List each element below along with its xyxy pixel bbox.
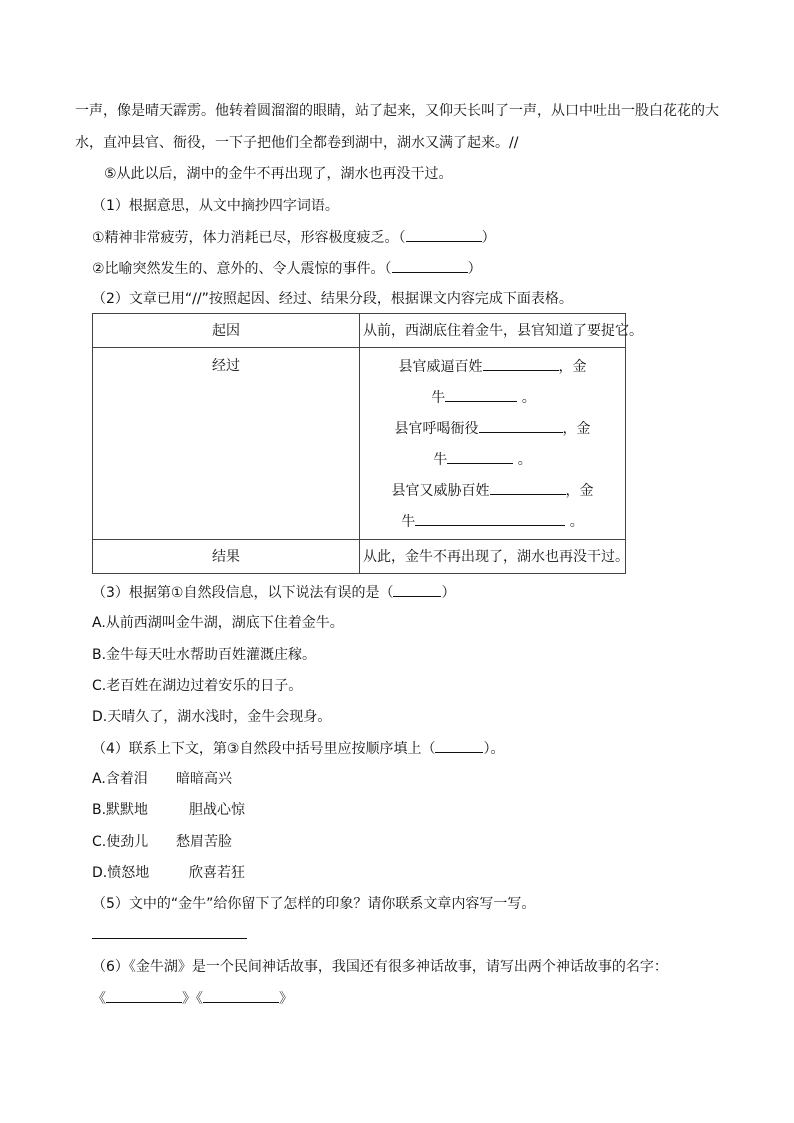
process-text: ，金 <box>565 483 594 499</box>
q4-option-word: 暗暗高兴 <box>176 771 232 787</box>
q4-option-a[interactable] <box>92 769 232 789</box>
answer-blank[interactable] <box>490 480 566 495</box>
answer-blank[interactable] <box>203 988 279 1003</box>
process-label-cell <box>93 348 360 540</box>
answer-blank[interactable] <box>445 387 517 402</box>
q4-option-d[interactable] <box>92 863 245 883</box>
q4-stem <box>92 738 504 759</box>
q6-stem: （6）《金牛湖》是一个民间神话故事，我国还有很多神话故事，请写出两个神话故事的名字： <box>92 959 668 975</box>
q1-stem: （1）根据意思，从文中摘抄四字词语。 <box>92 198 339 214</box>
process-text: 。 <box>517 452 532 468</box>
answer-blank[interactable] <box>479 418 563 433</box>
book-title-close: 》 <box>279 991 293 1007</box>
answer-blank[interactable] <box>106 988 182 1003</box>
answer-blank[interactable] <box>447 449 513 464</box>
q4-option-b[interactable] <box>92 800 245 820</box>
process-text: 县官威逼百姓 <box>398 359 483 375</box>
q6-answer-row <box>92 988 293 1009</box>
q3-option-b[interactable]: B.金牛每天吐水帮助百姓灌溉庄稼。 <box>92 647 317 663</box>
q1-item-2-text: ②比喻突然发生的、意外的、令人震惊的事件。（ <box>92 261 392 277</box>
book-title-mid: 》《 <box>182 991 203 1007</box>
q2-stem: （2）文章已用“//”按照起因、经过、结果分段，根据课文内容完成下面表格。 <box>92 291 573 307</box>
q3-option-c[interactable]: C.老百姓在湖边过着安乐的日子。 <box>92 678 303 694</box>
q4-option-word: 欣喜若狂 <box>189 865 245 881</box>
process-text: 。 <box>521 390 536 406</box>
process-text: 牛 <box>401 514 416 530</box>
q4-option-letter: B.默默地 <box>92 802 149 818</box>
book-title-open: 《 <box>92 991 106 1007</box>
q3-stem-end: ） <box>441 585 456 601</box>
answer-blank[interactable] <box>483 356 559 371</box>
passage-line-1: 一声，像是晴天霹雳。他转着圆溜溜的眼睛，站了起来，又仰天长叫了一声，从口中吐出一股白花花的大 <box>75 103 719 119</box>
q4-stem-text: （4）联系上下文，第③自然段中括号里应按顺序填上（ <box>92 741 436 757</box>
process-text: 牛 <box>433 452 448 468</box>
process-text: 。 <box>569 514 584 530</box>
story-structure-table <box>92 313 643 574</box>
q4-option-letter: A.含着泪 <box>92 771 148 787</box>
q1-item-2 <box>92 258 482 279</box>
q1-item-2-end: ） <box>467 261 482 277</box>
q4-option-word: 胆战心惊 <box>189 802 245 818</box>
process-line-5 <box>360 480 625 501</box>
q1-item-1 <box>92 227 496 248</box>
answer-blank[interactable] <box>392 258 468 273</box>
process-text: ，金 <box>558 359 587 375</box>
process-line-2 <box>351 387 616 408</box>
result-label: 结果 <box>93 540 360 574</box>
q3-stem <box>92 582 455 603</box>
q3-stem-text: （3）根据第①自然段信息，以下说法有误的是（ <box>92 585 394 601</box>
passage-line-2: 水，直冲县官、衙役，一下子把他们全都卷到湖中，湖水又满了起来。// <box>75 135 519 151</box>
answer-blank[interactable] <box>435 738 483 753</box>
q1-item-1-text: ①精神非常疲劳，体力消耗已尽，形容极度疲乏。（ <box>92 230 406 246</box>
q3-option-a[interactable]: A.从前西湖叫金牛湖，湖底下住着金牛。 <box>92 615 344 631</box>
result-text: 从此，金牛不再出现了，湖水也再没干过。 <box>360 540 626 574</box>
process-line-1 <box>360 356 625 377</box>
process-line-6 <box>360 511 625 532</box>
answer-blank[interactable] <box>393 582 441 597</box>
q4-stem-end: ）。 <box>483 741 505 757</box>
q5-answer-line[interactable] <box>92 938 247 939</box>
process-line-4 <box>350 449 615 470</box>
process-text: 县官呼喝衙役 <box>394 421 479 437</box>
q4-option-c[interactable] <box>92 832 232 852</box>
process-text: 县官又威胁百姓 <box>391 483 490 499</box>
answer-blank[interactable] <box>415 511 565 526</box>
q4-option-letter: D.愤怒地 <box>92 865 150 881</box>
q4-option-letter: C.使劲儿 <box>92 834 149 850</box>
q5-stem: （5）文中的“金牛”给你留下了怎样的印象？请你联系文章内容写一写。 <box>92 896 536 912</box>
process-label: 经过 <box>212 358 240 374</box>
process-line-3 <box>360 418 625 439</box>
process-cell <box>360 348 626 540</box>
q1-item-1-end: ） <box>481 230 496 246</box>
q3-option-d[interactable]: D.天晴久了，湖水浅时，金牛会现身。 <box>92 709 332 725</box>
cause-label: 起因 <box>93 314 360 348</box>
cause-text: 从前，西湖底住着金牛，县官知道了要捉它。 <box>360 314 626 348</box>
process-text: ，金 <box>562 421 591 437</box>
answer-blank[interactable] <box>406 227 482 242</box>
q4-option-word: 愁眉苦脸 <box>176 834 232 850</box>
passage-line-3: ⑤从此以后，湖中的金牛不再出现了，湖水也再没干过。 <box>104 166 453 182</box>
process-text: 牛 <box>431 390 446 406</box>
